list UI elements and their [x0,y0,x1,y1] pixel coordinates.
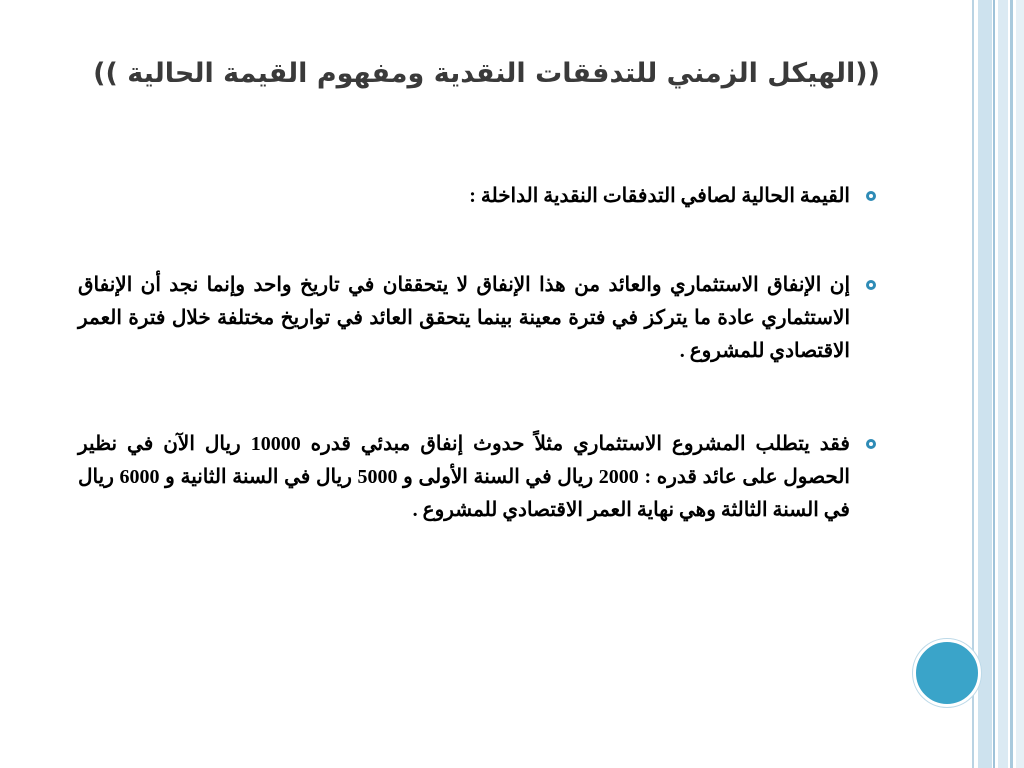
bullet-text: إن الإنفاق الاستثماري والعائد من هذا الإنفاق لا يتحققان في تاريخ واحد وإنما نجد أن الإنفاق الاستثماري عادة ما يتركز في فترة معينة بينما يتحقق العائد في تواريخ مختلفة خلال فترة العمر الاقتصادي للمشروع . [78,274,850,362]
decor-circle [913,639,981,707]
bullet-circle-icon [866,280,876,290]
slide-title: ((الهيكل الزمني للتدفقات النقدية ومفهوم القيمة الحالية )) [93,58,880,89]
bullet-item [78,269,878,368]
decor-stripe [1010,0,1013,768]
bullet-list [78,180,878,527]
decor-stripe [998,0,1008,768]
bullet-circle-icon [866,439,876,449]
bullet-circle-icon [866,191,876,201]
decor-stripe [1016,0,1024,768]
decor-stripe [978,0,992,768]
bullet-text: فقد يتطلب المشروع الاستثماري مثلاً حدوث إنفاق مبدئي قدره 10000 ريال الآن في نظير الحصول على عائد قدره : 2000 ريال في السنة الأولى و 5000 ريال في السنة الثانية و 6000 ريال في السنة الثالثة وهي نهاية العمر الاقتصادي للمشروع . [78,433,850,521]
bullet-item [78,428,878,527]
bullet-text: القيمة الحالية لصافي التدفقات النقدية الداخلة : [469,185,850,207]
bullet-item [78,180,878,213]
decor-stripe [993,0,995,768]
